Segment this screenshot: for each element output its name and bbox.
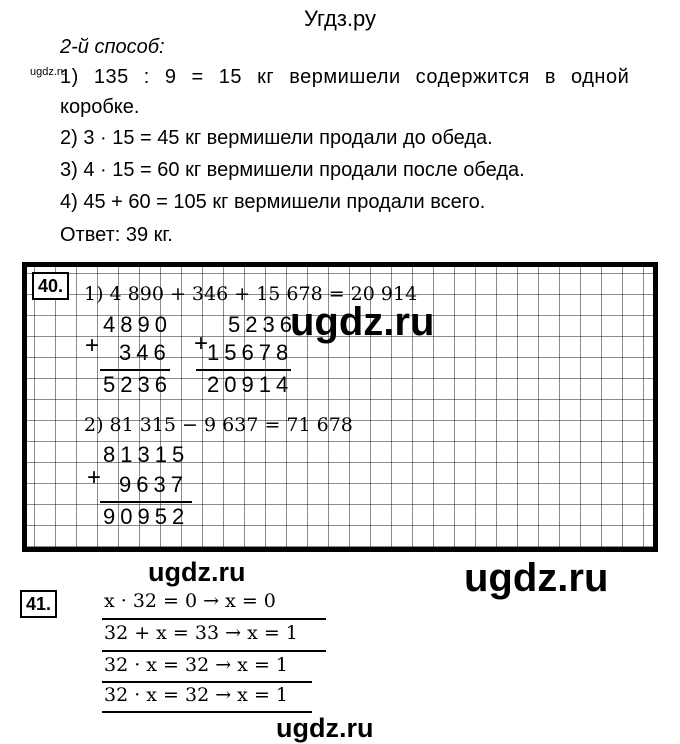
col2-operand-a: 5236 (228, 312, 297, 337)
step-4: 4) 45 + 60 = 105 кг вермишели продали всего. (60, 191, 486, 213)
equation-1-underline (102, 618, 326, 620)
task-41-equation-2: 32 + x = 33 → x = 1 (104, 622, 298, 644)
watermark-grid: ugdz.ru (290, 300, 435, 344)
col1-plus: + (85, 332, 100, 359)
step-1-continued: коробке. (60, 96, 140, 118)
col2-plus: + (194, 330, 209, 357)
col1-sum-line (100, 369, 170, 371)
site-title: Угдз.ру (303, 6, 377, 31)
col1-operand-a: 4890 (103, 312, 172, 337)
watermark-small: ugdz.ru (30, 66, 67, 78)
task-41-equation-1: x · 32 = 0 → x = 0 (104, 590, 276, 612)
col2-operand-b: 15678 (207, 340, 294, 365)
watermark-left: ugdz.ru (148, 557, 246, 587)
col2-result: 20914 (207, 372, 294, 397)
watermark-bottom: ugdz.ru (276, 713, 374, 743)
task-41-equation-3: 32 · x = 32 → x = 1 (104, 654, 288, 676)
task-41-number: 41. (20, 590, 57, 618)
task-40-equation-2: 2) 81 315 − 9 637 = 71 678 (84, 414, 353, 436)
equation-2-underline (102, 650, 326, 652)
method-label: 2-й способ: (60, 36, 165, 58)
watermark-right: ugdz.ru (464, 556, 609, 600)
step-2: 2) 3 · 15 = 45 кг вермишели продали до обеда. (60, 127, 493, 149)
col3-sum-line (100, 501, 192, 503)
step-1: 1) 135 : 9 = 15 кг вермишели содержится в одной (60, 66, 630, 88)
step-3: 3) 4 · 15 = 60 кг вермишели продали после обеда. (60, 159, 525, 181)
equation-3-underline (102, 681, 312, 683)
col1-result: 5236 (103, 372, 172, 397)
col1-operand-b: 346 (119, 340, 171, 365)
col3-operand-a: 81315 (103, 442, 190, 467)
task-40-number: 40. (32, 272, 69, 300)
col2-sum-line (196, 369, 291, 371)
task-41-equation-4: 32 · x = 32 → x = 1 (104, 684, 288, 706)
col3-result: 90952 (103, 504, 190, 529)
task-40-equation-1: 1) 4 890 + 346 + 15 678 = 20 914 (84, 283, 418, 305)
answer: Ответ: 39 кг. (60, 224, 173, 246)
col3-operand-b: 9637 (119, 472, 188, 497)
col3-plus: + (87, 464, 102, 491)
